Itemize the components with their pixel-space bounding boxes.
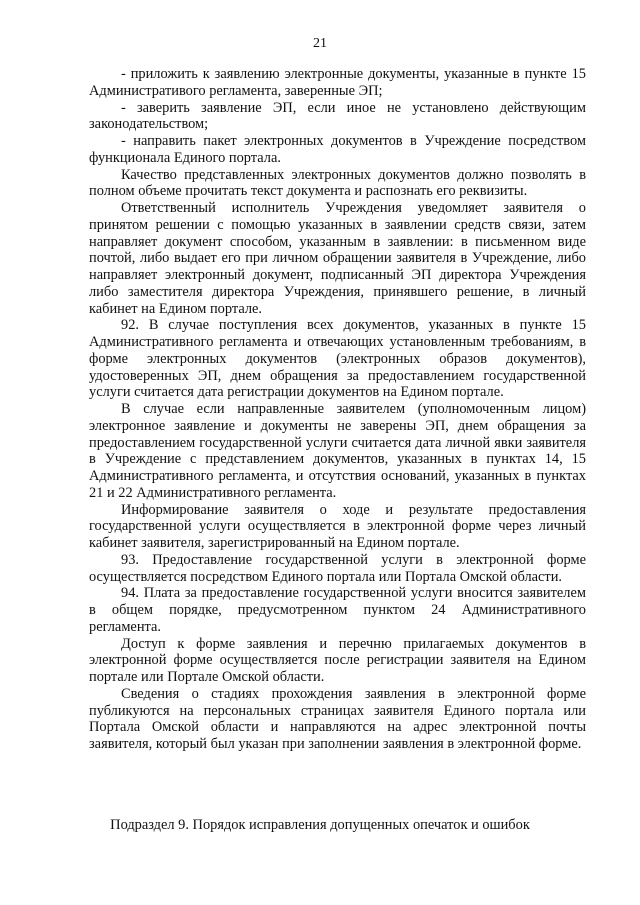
paragraph: 93. Предоставление государственной услуги в электронной форме осуществляется посредством Единого портала или Портала Омской области. <box>89 551 586 585</box>
paragraph: - приложить к заявлению электронные документы, указанные в пункте 15 Административого регламента, заверенные ЭП; <box>89 66 586 99</box>
paragraph: В случае если направленные заявителем (уполномоченным лицом) электронное заявление и документы не заверены ЭП, днем обращения за предоставлением государственной услуги считается дата личной явки заявителя в Учреждение с представлением документов, указанных в пунктах 14, 15 Административного регламента, и отсутствия оснований, указанных в пунктах 21 и 22 Административного регламента. <box>89 401 586 501</box>
paragraph: Ответственный исполнитель Учреждения уведомляет заявителя о принятом решении с помощью указанных в заявлении средств связи, затем направляет документ способом, указанным в заявлении: в письменном виде почтой, либо выдает его при личном обращении заявителя в Учреждение, либо направляет электронный документ, подписанный ЭП директора Учреждения либо заместителя директора Учреждения, принявшего решение, в личный кабинет на Едином портале. <box>89 200 586 317</box>
paragraph: - заверить заявление ЭП, если иное не установлено действующим законодательством; <box>89 99 586 133</box>
subsection-title: Подраздел 9. Порядок исправления допущенных опечаток и ошибок <box>110 817 530 833</box>
paragraph: Информирование заявителя о ходе и результате предоставления государственной услуги осуществляется в электронной форме через личный кабинет заявителя, зарегистрированный на Едином портале. <box>89 501 586 551</box>
page-number: 21 <box>313 36 327 51</box>
paragraph: Качество представленных электронных документов должно позволять в полном объеме прочитать текст документа и распознать его реквизиты. <box>89 166 586 200</box>
paragraph: 94. Плата за предоставление государственной услуги вносится заявителем в общем порядке, предусмотренном пунктом 24 Административного регламента. <box>89 585 586 635</box>
body-text <box>89 66 586 753</box>
paragraph: - направить пакет электронных документов в Учреждение посредством функционала Единого портала. <box>89 133 586 166</box>
paragraph: Сведения о стадиях прохождения заявления в электронной форме публикуются на персональных страницах заявителя Единого портала или Портала Омской области и направляются на адрес электронной почты заявителя, который был указан при заполнении заявления в электронной форме. <box>89 685 586 752</box>
paragraph: Доступ к форме заявления и перечню прилагаемых документов в электронной форме осуществляется после регистрации заявителя на Едином портале или Портале Омской области. <box>89 635 586 685</box>
paragraph: 92. В случае поступления всех документов, указанных в пункте 15 Административного регламента и отвечающих установленным требованиям, в форме электронных документов (электронных образов документов), удостоверенных ЭП, днем обращения за предоставлением государственной услуги считается дата регистрации документов на Едином портале. <box>89 317 586 401</box>
